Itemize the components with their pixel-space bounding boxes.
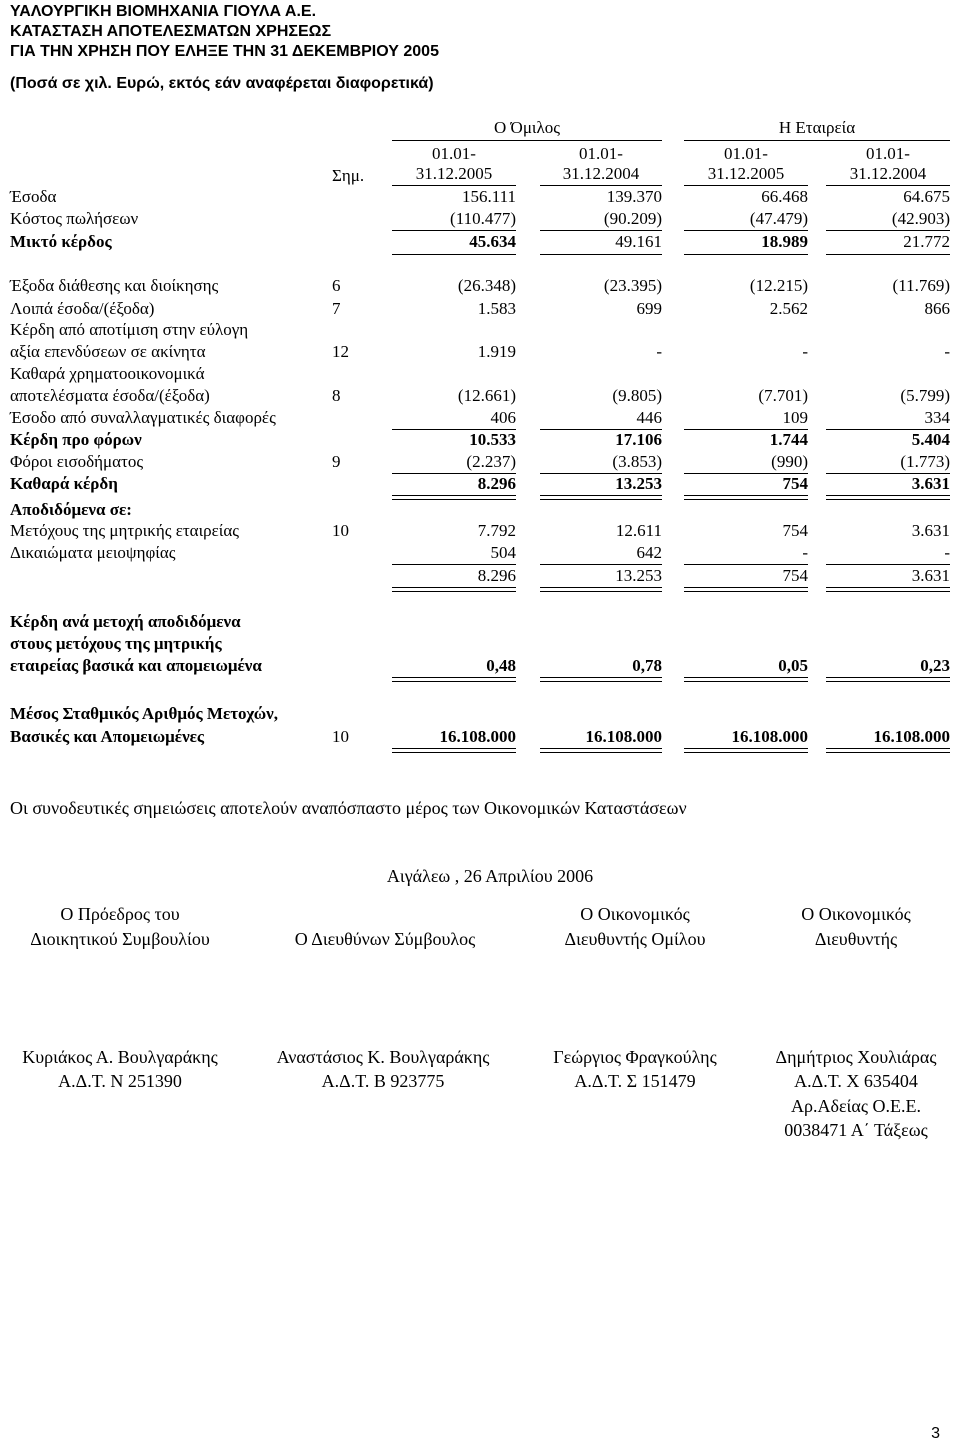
signatory-4-license-class: 0038471 Α΄ Τάξεως — [784, 1120, 928, 1140]
row-label-cont: αποτελέσματα έσοδα/(έξοδα) — [10, 386, 210, 405]
subtotal-rule — [540, 254, 662, 255]
total-double-rule — [540, 587, 662, 592]
cell: - — [802, 342, 808, 361]
cell: 2.562 — [769, 299, 808, 318]
signatory-4-id: Α.Δ.Τ. Χ 635404 — [794, 1071, 918, 1091]
row-label-cont: αξία επενδύσεων σε ακίνητα — [10, 342, 206, 361]
cell: (90.209) — [603, 209, 662, 228]
total-double-rule — [540, 748, 662, 753]
row-label: Δικαιώματα μειοψηφίας — [10, 543, 176, 562]
col4-header-line1: 01.01- — [866, 144, 910, 163]
row-label: Καθαρά κέρδη — [10, 474, 118, 493]
cell: 699 — [636, 299, 662, 318]
cell: 49.161 — [615, 232, 662, 251]
cell: 0,48 — [486, 656, 516, 675]
cell: 446 — [636, 408, 662, 427]
signatory-1-title-cont: Διοικητικού Συμβουλίου — [30, 929, 210, 949]
cell: (3.853) — [612, 452, 662, 471]
cell: (990) — [771, 452, 808, 471]
cell: (12.215) — [749, 276, 808, 295]
subtotal-rule — [392, 230, 516, 231]
row-label: Κέρδη ανά μετοχή αποδιδόμενα — [10, 612, 241, 631]
cell: 3.631 — [911, 566, 950, 585]
row-label: Λοιπά έσοδα/(έξοδα) — [10, 299, 155, 318]
cell: (11.769) — [892, 276, 950, 295]
col3-header-line1: 01.01- — [724, 144, 768, 163]
cell: 8.296 — [477, 566, 516, 585]
row-label: Έσοδο από συναλλαγματικές διαφορές — [10, 408, 276, 427]
total-double-rule — [392, 495, 516, 500]
total-double-rule — [392, 677, 516, 682]
cell: 0,78 — [632, 656, 662, 675]
subtotal-rule — [826, 564, 950, 565]
footnote: Οι συνοδευτικές σημειώσεις αποτελούν αναπόσπαστο μέρος των Οικονομικών Καταστάσεων — [10, 798, 687, 818]
cell: 16.108.000 — [585, 727, 662, 746]
cell: 18.989 — [761, 232, 808, 251]
cell: 13.253 — [615, 566, 662, 585]
group-header: Ο Όμιλος — [494, 118, 560, 137]
cell: 21.772 — [903, 232, 950, 251]
subtotal-rule — [684, 230, 808, 231]
cell: (1.773) — [900, 452, 950, 471]
signatory-1-id: Α.Δ.Τ. Ν 251390 — [58, 1071, 182, 1091]
cell: 139.370 — [606, 187, 662, 206]
cell: 66.468 — [761, 187, 808, 206]
total-double-rule — [540, 495, 662, 500]
cell: 12.611 — [615, 521, 662, 540]
note-ref: 10 — [332, 521, 349, 540]
col2-header-underline — [540, 185, 662, 186]
row-label-cont: Βασικές και Απομειωμένες — [10, 727, 205, 746]
total-double-rule — [684, 587, 808, 592]
cell: (7.701) — [758, 386, 808, 405]
signatory-1-name: Κυριάκος Α. Βουλγαράκης — [22, 1047, 218, 1067]
cell: 1.919 — [477, 342, 516, 361]
cell: 0,05 — [778, 656, 808, 675]
section-label: Αποδιδόμενα σε: — [10, 500, 132, 519]
signatory-3-id: Α.Δ.Τ. Σ 151479 — [574, 1071, 696, 1091]
col1-header-line2: 31.12.2005 — [415, 164, 493, 183]
col1-header-underline — [392, 185, 516, 186]
company-header: Η Εταιρεία — [778, 118, 856, 137]
signatory-2-name: Αναστάσιος Κ. Βουλγαράκης — [276, 1047, 490, 1067]
cell: 334 — [924, 408, 950, 427]
cell: 406 — [490, 408, 516, 427]
cell: (12.661) — [457, 386, 516, 405]
col1-header-line1: 01.01- — [432, 144, 476, 163]
cell: (9.805) — [612, 386, 662, 405]
signatory-1-title: Ο Πρόεδρος του — [60, 904, 180, 924]
col4-header-underline — [826, 185, 950, 186]
col4-header-line2: 31.12.2004 — [849, 164, 927, 183]
total-double-rule — [684, 748, 808, 753]
cell: 8.296 — [477, 474, 516, 493]
row-label: Κόστος πωλήσεων — [10, 209, 139, 228]
row-label: Έσοδα — [10, 187, 57, 206]
cell: (110.477) — [450, 209, 516, 228]
signatory-4-title-cont: Διευθυντής — [814, 929, 898, 949]
subtotal-rule — [684, 254, 808, 255]
col3-header-underline — [684, 185, 808, 186]
note-ref: 8 — [332, 386, 341, 405]
cell: 1.583 — [477, 299, 516, 318]
cell: - — [802, 543, 808, 562]
row-label: Καθαρά χρηματοοικονομικά — [10, 364, 205, 383]
total-double-rule — [826, 748, 950, 753]
cell: (42.903) — [891, 209, 950, 228]
cell: - — [944, 543, 950, 562]
signatory-3-title: Ο Οικονομικός — [580, 904, 690, 924]
row-label: Κέρδη προ φόρων — [10, 430, 142, 449]
signatory-4-license: Αρ.Αδείας Ο.Ε.Ε. — [791, 1096, 921, 1116]
cell: 3.631 — [911, 474, 950, 493]
cell: 754 — [782, 474, 808, 493]
cell: 5.404 — [911, 430, 950, 449]
cell: 109 — [782, 408, 808, 427]
signatory-4-title: Ο Οικονομικός — [801, 904, 911, 924]
cell: 7.792 — [477, 521, 516, 540]
note-column-header: Σημ. — [332, 166, 365, 185]
subtotal-rule — [540, 230, 662, 231]
subtotal-rule — [392, 564, 516, 565]
cell: 866 — [924, 299, 950, 318]
subtotal-rule — [392, 254, 516, 255]
statement-title: ΚΑΤΑΣΤΑΣΗ ΑΠΟΤΕΛΕΣΜΑΤΩΝ ΧΡΗΣΕΩΣ — [10, 23, 332, 40]
subtotal-rule — [684, 564, 808, 565]
total-double-rule — [826, 495, 950, 500]
cell: 642 — [636, 543, 662, 562]
cell: - — [944, 342, 950, 361]
total-double-rule — [684, 677, 808, 682]
cell: (23.395) — [603, 276, 662, 295]
col2-header-line2: 31.12.2004 — [562, 164, 640, 183]
note-ref: 9 — [332, 452, 341, 471]
place-date: Αιγάλεω , 26 Απριλίου 2006 — [386, 866, 594, 886]
cell: 16.108.000 — [731, 727, 808, 746]
subtotal-rule — [826, 254, 950, 255]
cell: 16.108.000 — [439, 727, 516, 746]
cell: (5.799) — [900, 386, 950, 405]
company-underline — [684, 140, 950, 141]
signatory-3-title-cont: Διευθυντής Ομίλου — [564, 929, 706, 949]
cell: 754 — [782, 521, 808, 540]
cell: 156.111 — [462, 187, 516, 206]
signatory-3-name: Γεώργιος Φραγκούλης — [553, 1047, 717, 1067]
signatory-4-name: Δημήτριος Χουλιάρας — [775, 1047, 937, 1067]
col3-header-line2: 31.12.2005 — [707, 164, 785, 183]
cell: 504 — [490, 543, 516, 562]
total-double-rule — [826, 587, 950, 592]
page-number: 3 — [931, 1425, 940, 1442]
units-note: (Ποσά σε χιλ. Ευρώ, εκτός εάν αναφέρεται διαφορετικά) — [10, 75, 434, 92]
cell: - — [656, 342, 662, 361]
cell: 1.744 — [769, 430, 808, 449]
row-label: Φόροι εισοδήματος — [10, 452, 144, 471]
row-label: Μετόχους της μητρικής εταιρείας — [10, 521, 239, 540]
subtotal-rule — [826, 230, 950, 231]
cell: 16.108.000 — [873, 727, 950, 746]
row-label-cont: εταιρείας βασικά και απομειωμένα — [10, 656, 262, 675]
row-label-cont: στους μετόχους της μητρικής — [10, 634, 222, 653]
total-double-rule — [826, 677, 950, 682]
total-double-rule — [392, 587, 516, 592]
cell: 45.634 — [469, 232, 516, 251]
cell: 64.675 — [903, 187, 950, 206]
cell: 0,23 — [920, 656, 950, 675]
cell: 10.533 — [469, 430, 516, 449]
note-ref: 12 — [332, 342, 349, 361]
row-label: Έξοδα διάθεσης και διοίκησης — [10, 276, 219, 295]
statement-period: ΓΙΑ ΤΗΝ ΧΡΗΣΗ ΠΟΥ ΕΛΗΞΕ ΤΗΝ 31 ΔΕΚΕΜΒΡΙΟΥ 2005 — [10, 43, 439, 60]
company-name: ΥΑΛΟΥΡΓΙΚΗ ΒΙΟΜΗΧΑΝΙΑ ΓΙΟΥΛΑ Α.Ε. — [10, 3, 317, 20]
col2-header-line1: 01.01- — [579, 144, 623, 163]
note-ref: 10 — [332, 727, 349, 746]
cell: 13.253 — [615, 474, 662, 493]
row-label: Μικτό κέρδος — [10, 232, 112, 251]
note-ref: 7 — [332, 299, 341, 318]
cell: 17.106 — [615, 430, 662, 449]
row-label: Μέσος Σταθμικός Αριθμός Μετοχών, — [10, 704, 278, 723]
signatory-2-title: Ο Διευθύνων Σύμβουλος — [294, 929, 476, 949]
total-double-rule — [684, 495, 808, 500]
cell: (2.237) — [466, 452, 516, 471]
cell: (26.348) — [457, 276, 516, 295]
cell: 3.631 — [911, 521, 950, 540]
group-underline — [392, 140, 662, 141]
subtotal-rule — [540, 564, 662, 565]
total-double-rule — [392, 748, 516, 753]
cell: 754 — [782, 566, 808, 585]
signatory-2-id: Α.Δ.Τ. Β 923775 — [321, 1071, 445, 1091]
note-ref: 6 — [332, 276, 341, 295]
row-label: Κέρδη από αποτίμιση στην εύλογη — [10, 320, 249, 339]
total-double-rule — [540, 677, 662, 682]
cell: (47.479) — [749, 209, 808, 228]
